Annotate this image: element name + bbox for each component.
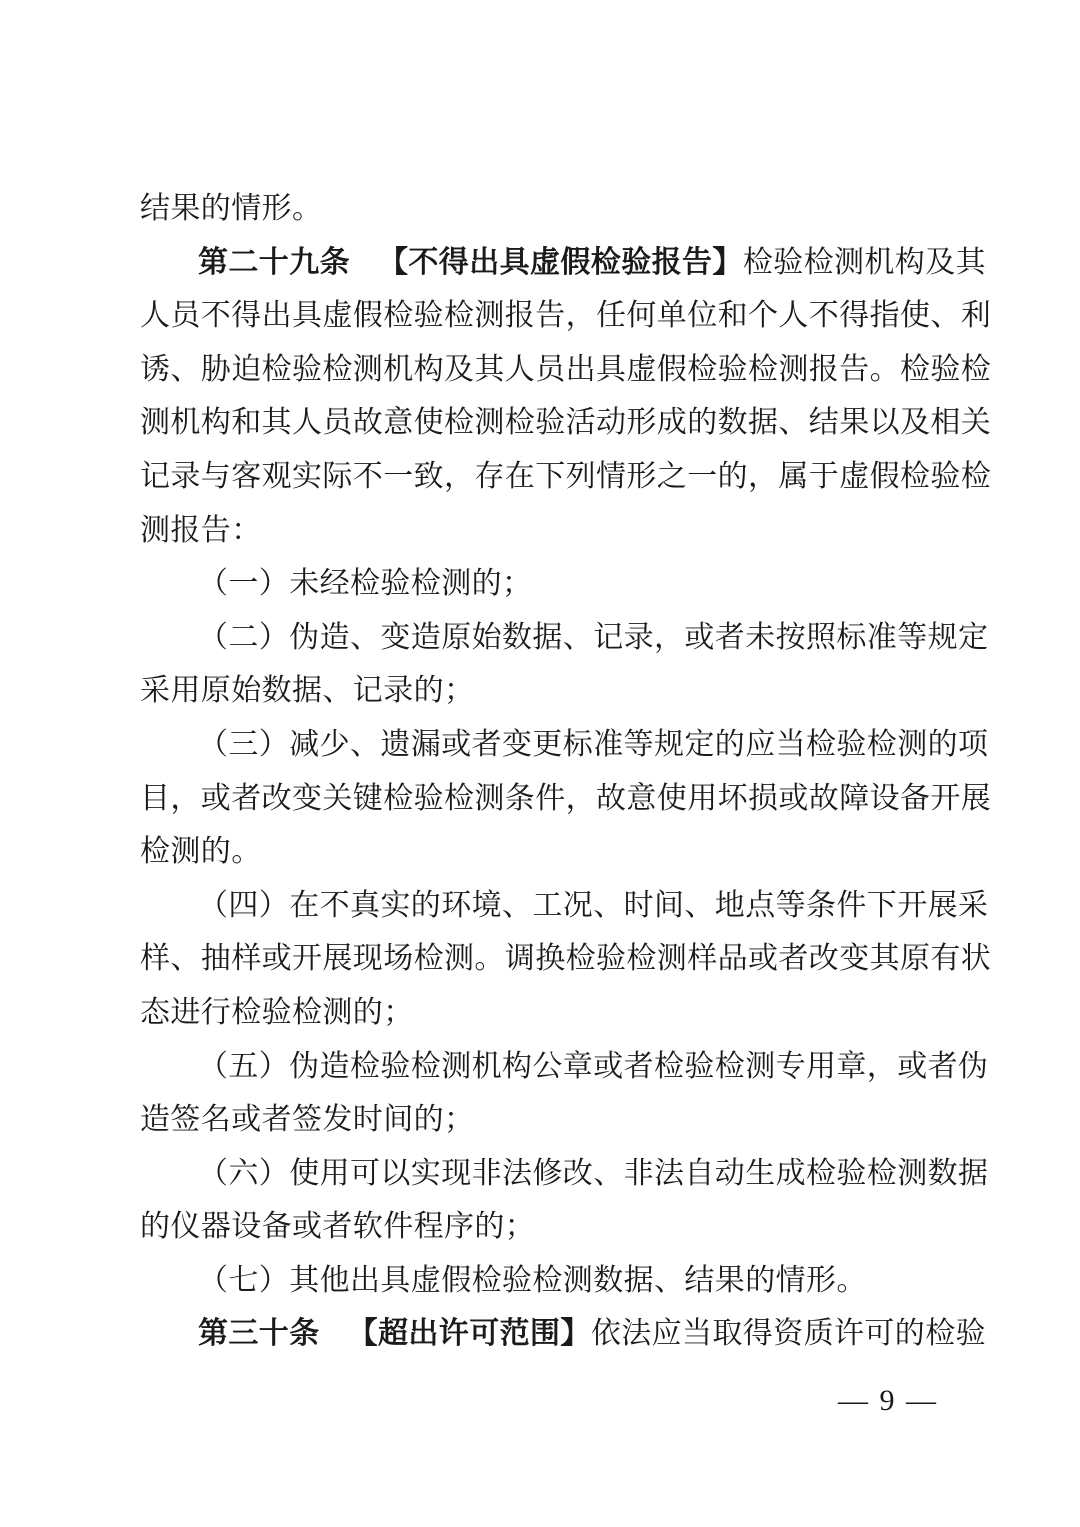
paragraph-line: 结果的情形。 — [140, 191, 323, 226]
list-item-7: （七）其他出具虚假检验检测数据、结果的情形。 — [198, 1262, 867, 1298]
list-item-4-cont: 样、抽样或开展现场检测。调换检验检测样品或者改变其原有状 — [140, 941, 992, 977]
list-item-6: （六）使用可以实现非法修改、非法自动生成检验检测数据 — [198, 1155, 989, 1191]
list-item-5-cont: 造签名或者签发时间的； — [140, 1102, 475, 1138]
paragraph-line: 测报告： — [140, 512, 262, 548]
page-number: — 9 — — [838, 1384, 938, 1417]
list-item-4: （四）在不真实的环境、工况、时间、地点等条件下开展采 — [198, 887, 989, 923]
article-29-line — [140, 236, 987, 290]
list-item-3: （三）减少、遗漏或者变更标准等规定的应当检验检测的项 — [198, 726, 989, 762]
article-30-text: 依法应当取得资质许可的检验 — [590, 1316, 987, 1352]
article-29-text: 检验检测机构及其 — [742, 244, 987, 280]
article-29-title: 【不得出具虚假检验报告】 — [378, 244, 743, 280]
article-30-line — [140, 1307, 987, 1361]
list-item-2: （二）伪造、变造原始数据、记录，或者未按照标准等规定 — [198, 619, 989, 655]
document-body — [140, 182, 992, 1361]
list-item-2-cont: 采用原始数据、记录的； — [140, 673, 475, 709]
list-item-3-cont: 检测的。 — [140, 834, 262, 870]
paragraph-line: 人员不得出具虚假检验检测报告，任何单位和个人不得指使、利 — [140, 298, 992, 334]
article-30-number: 第三十条 — [198, 1316, 320, 1352]
list-item-5: （五）伪造检验检测机构公章或者检验检测专用章，或者伪 — [198, 1048, 989, 1084]
list-item-3-cont: 目，或者改变关键检验检测条件，故意使用坏损或故障设备开展 — [140, 780, 992, 816]
list-item-4-cont: 态进行检验检测的； — [140, 994, 414, 1030]
paragraph-line: 记录与客观实际不一致，存在下列情形之一的，属于虚假检验检 — [140, 458, 992, 494]
list-item-1: （一）未经检验检测的； — [198, 566, 533, 602]
list-item-6-cont: 的仪器设备或者软件程序的； — [140, 1209, 536, 1245]
paragraph-line: 诱、胁迫检验检测机构及其人员出具虚假检验检测报告。检验检 — [140, 351, 992, 387]
paragraph-line: 测机构和其人员故意使检测检验活动形成的数据、结果以及相关 — [140, 405, 992, 441]
article-29-number: 第二十九条 — [198, 244, 350, 280]
article-30-title: 【超出许可范围】 — [347, 1316, 591, 1352]
